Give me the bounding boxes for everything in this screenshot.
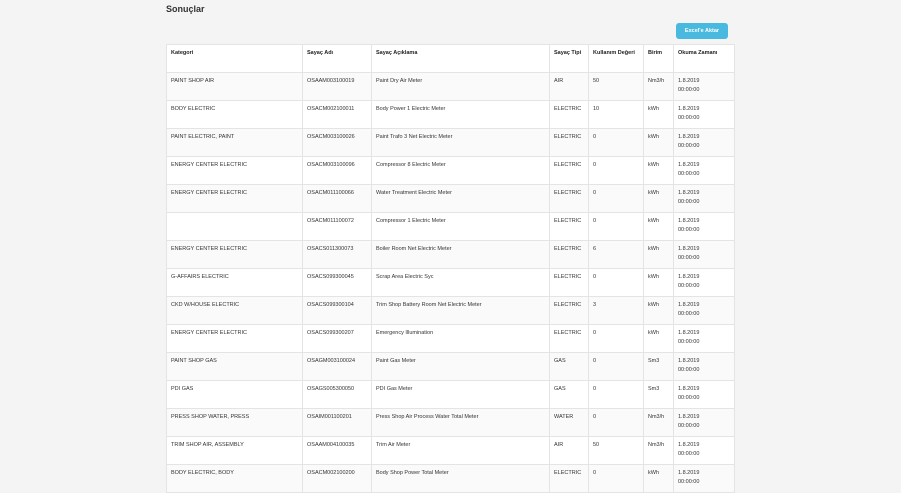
cell-meter-name: OSAGS005300050 — [303, 381, 372, 409]
cell-meter-name: OSACM003100026 — [303, 129, 372, 157]
cell-usage-value: 0 — [589, 185, 644, 213]
cell-meter-type: GAS — [550, 353, 589, 381]
cell-unit: kWh — [644, 129, 674, 157]
cell-category — [167, 213, 303, 241]
cell-usage-value: 50 — [589, 73, 644, 101]
read-date: 1.8.2019 — [678, 218, 700, 224]
read-date: 1.8.2019 — [678, 134, 700, 140]
cell-meter-name: OSAIM001100201 — [303, 409, 372, 437]
read-date: 1.8.2019 — [678, 358, 700, 364]
cell-unit: kWh — [644, 101, 674, 129]
cell-unit: Sm3 — [644, 353, 674, 381]
cell-meter-name: OSACS099300104 — [303, 297, 372, 325]
cell-meter-type: WATER — [550, 409, 589, 437]
cell-meter-type: AIR — [550, 73, 589, 101]
cell-read-time — [674, 353, 735, 381]
cell-meter-name: OSACM003100096 — [303, 157, 372, 185]
cell-meter-description: Body Power 1 Electric Meter — [372, 101, 550, 129]
cell-meter-type: ELECTRIC — [550, 129, 589, 157]
cell-usage-value: 6 — [589, 241, 644, 269]
cell-unit: Sm3 — [644, 381, 674, 409]
read-date: 1.8.2019 — [678, 442, 700, 448]
cell-category: ENERGY CENTER ELECTRIC — [167, 157, 303, 185]
cell-usage-value: 3 — [589, 297, 644, 325]
cell-usage-value: 0 — [589, 381, 644, 409]
cell-category: PAINT SHOP AIR — [167, 73, 303, 101]
cell-usage-value: 0 — [589, 129, 644, 157]
cell-unit: kWh — [644, 213, 674, 241]
cell-read-time — [674, 465, 735, 493]
cell-read-time — [674, 437, 735, 465]
read-date: 1.8.2019 — [678, 330, 700, 336]
cell-unit: kWh — [644, 269, 674, 297]
cell-meter-name: OSACS099300045 — [303, 269, 372, 297]
cell-meter-name: OSAAM004100035 — [303, 437, 372, 465]
cell-category: ENERGY CENTER ELECTRIC — [167, 325, 303, 353]
table-row[interactable] — [167, 73, 735, 101]
cell-usage-value: 0 — [589, 213, 644, 241]
table-row[interactable] — [167, 269, 735, 297]
export-excel-button[interactable]: Excel'e Aktar — [676, 23, 728, 39]
header-unit[interactable]: Birim — [644, 45, 674, 73]
results-table-container — [166, 44, 734, 485]
read-date: 1.8.2019 — [678, 470, 700, 476]
read-time: 00:00:00 — [678, 283, 700, 289]
cell-usage-value: 0 — [589, 465, 644, 493]
cell-read-time — [674, 297, 735, 325]
cell-read-time — [674, 185, 735, 213]
cell-category: ENERGY CENTER ELECTRIC — [167, 241, 303, 269]
header-category[interactable]: Kategori — [167, 45, 303, 73]
cell-category: BODY ELECTRIC, BODY — [167, 465, 303, 493]
table-row[interactable] — [167, 381, 735, 409]
cell-meter-description: Emergency Illumination — [372, 325, 550, 353]
cell-read-time — [674, 129, 735, 157]
page-title: Sonuçlar — [166, 4, 205, 14]
cell-meter-name: OSACM002100011 — [303, 101, 372, 129]
cell-meter-type: ELECTRIC — [550, 269, 589, 297]
read-date: 1.8.2019 — [678, 162, 700, 168]
header-meter-name[interactable]: Sayaç Adı — [303, 45, 372, 73]
read-date: 1.8.2019 — [678, 386, 700, 392]
read-date: 1.8.2019 — [678, 414, 700, 420]
cell-meter-description: Scrap Area Electric Syc — [372, 269, 550, 297]
read-time: 00:00:00 — [678, 115, 700, 121]
cell-usage-value: 0 — [589, 269, 644, 297]
header-usage-value[interactable]: Kullanım Değeri — [589, 45, 644, 73]
cell-meter-description: Trim Shop Battery Room Net Electric Meter — [372, 297, 550, 325]
cell-category: CKD W/HOUSE ELECTRIC — [167, 297, 303, 325]
cell-unit: kWh — [644, 157, 674, 185]
cell-meter-type: AIR — [550, 437, 589, 465]
cell-usage-value: 0 — [589, 325, 644, 353]
table-row[interactable] — [167, 185, 735, 213]
table-row[interactable] — [167, 353, 735, 381]
read-date: 1.8.2019 — [678, 190, 700, 196]
cell-read-time — [674, 409, 735, 437]
cell-unit: kWh — [644, 465, 674, 493]
cell-category: BODY ELECTRIC — [167, 101, 303, 129]
header-meter-description[interactable]: Sayaç Açıklama — [372, 45, 550, 73]
cell-unit: kWh — [644, 325, 674, 353]
cell-category: ENERGY CENTER ELECTRIC — [167, 185, 303, 213]
cell-meter-type: ELECTRIC — [550, 465, 589, 493]
read-time: 00:00:00 — [678, 367, 700, 373]
table-row[interactable] — [167, 297, 735, 325]
cell-usage-value: 10 — [589, 101, 644, 129]
cell-category: PDI GAS — [167, 381, 303, 409]
table-row[interactable] — [167, 101, 735, 129]
cell-meter-name: OSAAM003100019 — [303, 73, 372, 101]
cell-meter-name: OSACM011100072 — [303, 213, 372, 241]
cell-unit: kWh — [644, 297, 674, 325]
cell-read-time — [674, 213, 735, 241]
cell-read-time — [674, 269, 735, 297]
read-time: 00:00:00 — [678, 451, 700, 457]
cell-meter-description: Compressor 1 Electric Meter — [372, 213, 550, 241]
cell-unit: kWh — [644, 185, 674, 213]
cell-meter-description: Paint Trafo 3 Net Electric Meter — [372, 129, 550, 157]
read-date: 1.8.2019 — [678, 246, 700, 252]
cell-meter-type: ELECTRIC — [550, 241, 589, 269]
cell-usage-value: 0 — [589, 157, 644, 185]
read-time: 00:00:00 — [678, 87, 700, 93]
results-table — [166, 44, 735, 493]
read-time: 00:00:00 — [678, 171, 700, 177]
cell-meter-description: Water Treatment Electric Meter — [372, 185, 550, 213]
read-time: 00:00:00 — [678, 199, 700, 205]
cell-unit: Nm3/h — [644, 73, 674, 101]
cell-read-time — [674, 157, 735, 185]
cell-meter-description: Press Shop Air Process Water Total Meter — [372, 409, 550, 437]
read-date: 1.8.2019 — [678, 106, 700, 112]
cell-category: PAINT ELECTRIC, PAINT — [167, 129, 303, 157]
table-row[interactable] — [167, 437, 735, 465]
read-time: 00:00:00 — [678, 255, 700, 261]
table-header-row — [167, 45, 735, 73]
read-time: 00:00:00 — [678, 227, 700, 233]
cell-meter-description: Body Shop Power Total Meter — [372, 465, 550, 493]
table-row[interactable] — [167, 129, 735, 157]
cell-meter-name: OSACS099300207 — [303, 325, 372, 353]
table-row[interactable] — [167, 157, 735, 185]
cell-meter-name: OSAGM003100024 — [303, 353, 372, 381]
cell-meter-type: ELECTRIC — [550, 157, 589, 185]
cell-category: TRIM SHOP AIR, ASSEMBLY — [167, 437, 303, 465]
table-row[interactable] — [167, 213, 735, 241]
cell-meter-type: GAS — [550, 381, 589, 409]
cell-meter-name: OSACM002100200 — [303, 465, 372, 493]
cell-meter-type: ELECTRIC — [550, 325, 589, 353]
table-row[interactable] — [167, 241, 735, 269]
cell-category: PRESS SHOP WATER, PRESS — [167, 409, 303, 437]
cell-meter-description: Paint Dry Air Meter — [372, 73, 550, 101]
cell-usage-value: 50 — [589, 437, 644, 465]
cell-read-time — [674, 241, 735, 269]
table-row[interactable] — [167, 325, 735, 353]
cell-usage-value: 0 — [589, 353, 644, 381]
cell-meter-description: Compressor 8 Electric Meter — [372, 157, 550, 185]
read-date: 1.8.2019 — [678, 78, 700, 84]
cell-meter-type: ELECTRIC — [550, 185, 589, 213]
cell-meter-name: OSACM011100066 — [303, 185, 372, 213]
read-time: 00:00:00 — [678, 311, 700, 317]
cell-meter-type: ELECTRIC — [550, 297, 589, 325]
cell-unit: kWh — [644, 241, 674, 269]
cell-meter-description: PDI Gas Meter — [372, 381, 550, 409]
table-row[interactable] — [167, 409, 735, 437]
cell-meter-type: ELECTRIC — [550, 101, 589, 129]
cell-category: G-AFFAIRS ELECTRIC — [167, 269, 303, 297]
header-read-time[interactable]: Okuma Zamanı — [674, 45, 735, 73]
cell-category: PAINT SHOP GAS — [167, 353, 303, 381]
cell-meter-name: OSACS011300073 — [303, 241, 372, 269]
read-time: 00:00:00 — [678, 479, 700, 485]
cell-meter-description: Trim Air Meter — [372, 437, 550, 465]
read-time: 00:00:00 — [678, 423, 700, 429]
read-time: 00:00:00 — [678, 143, 700, 149]
cell-usage-value: 0 — [589, 409, 644, 437]
read-time: 00:00:00 — [678, 339, 700, 345]
read-date: 1.8.2019 — [678, 274, 700, 280]
cell-unit: Nm3/h — [644, 437, 674, 465]
cell-read-time — [674, 101, 735, 129]
read-time: 00:00:00 — [678, 395, 700, 401]
cell-meter-description: Paint Gas Meter — [372, 353, 550, 381]
cell-read-time — [674, 325, 735, 353]
read-date: 1.8.2019 — [678, 302, 700, 308]
table-row[interactable] — [167, 465, 735, 493]
header-meter-type[interactable]: Sayaç Tipi — [550, 45, 589, 73]
cell-meter-type: ELECTRIC — [550, 213, 589, 241]
cell-unit: Nm3/h — [644, 409, 674, 437]
cell-read-time — [674, 73, 735, 101]
cell-meter-description: Boiler Room Net Electric Meter — [372, 241, 550, 269]
cell-read-time — [674, 381, 735, 409]
